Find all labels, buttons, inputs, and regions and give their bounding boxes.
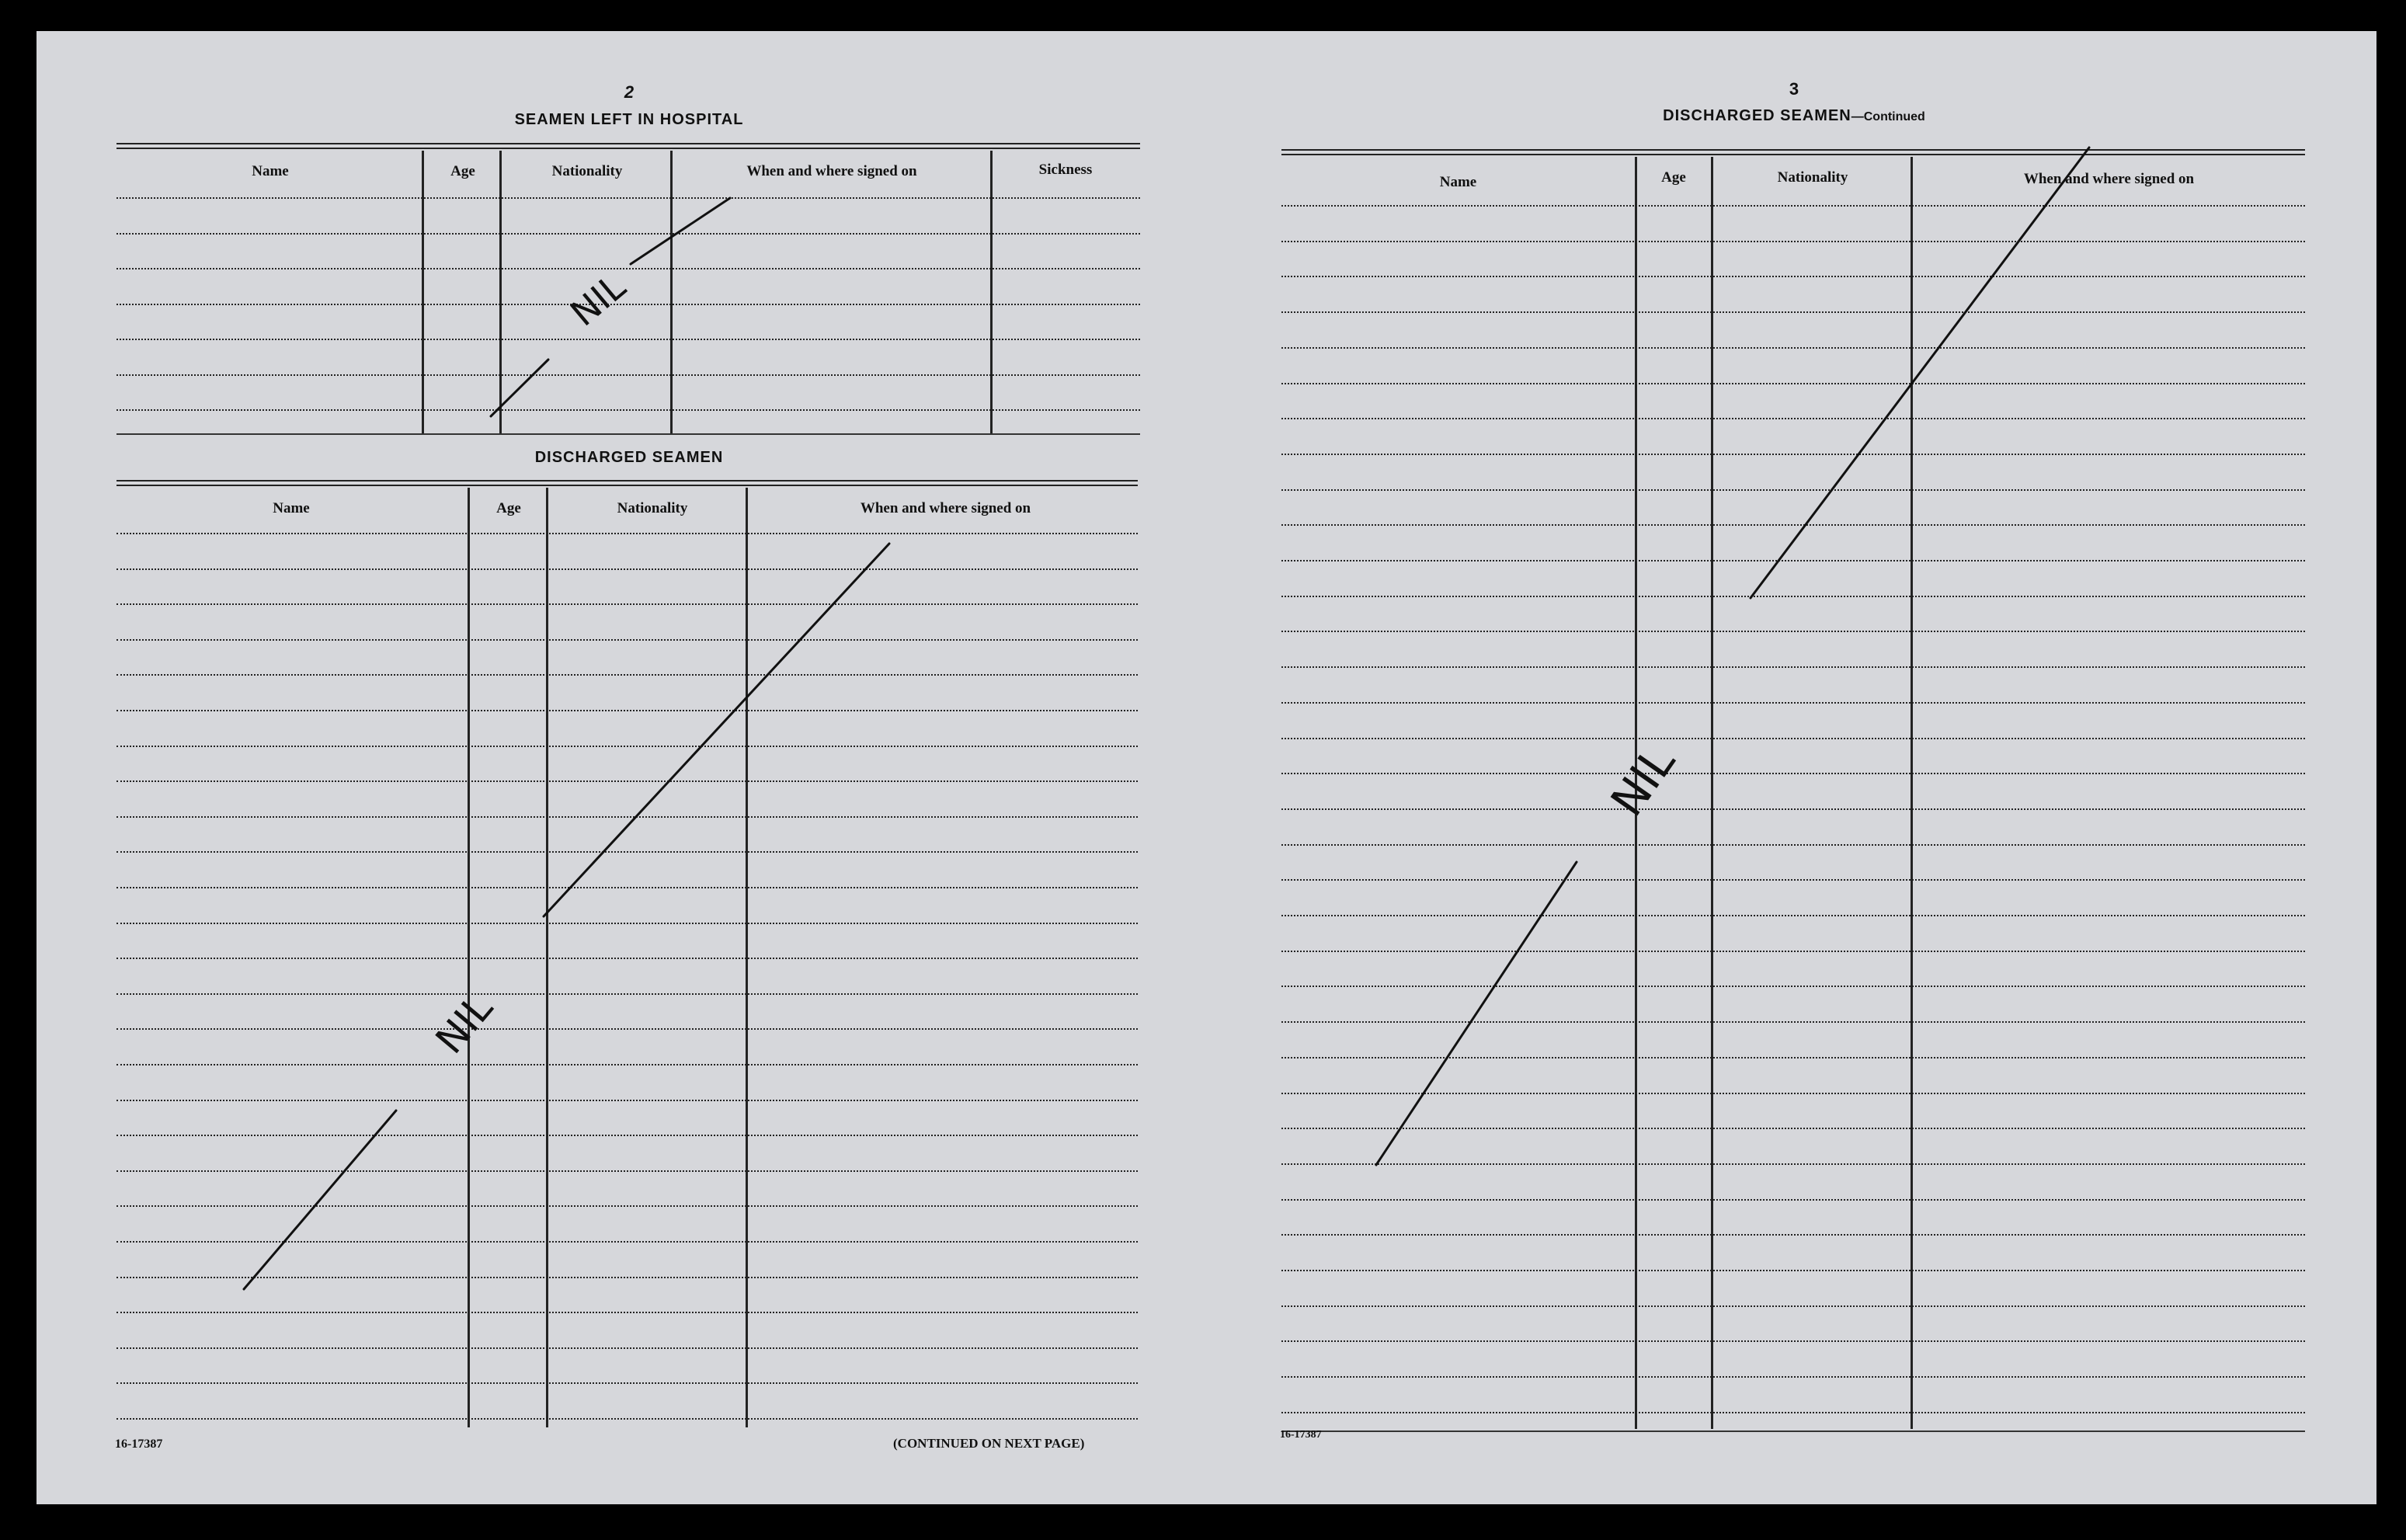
table-row <box>1281 1021 2305 1023</box>
hospital-col-name: Name <box>252 163 289 179</box>
table-row <box>1281 773 2305 774</box>
table-row <box>1281 489 2305 491</box>
table-row <box>1281 524 2305 526</box>
table-row <box>1281 241 2305 242</box>
hospital-col-sickness: Sickness <box>1038 162 1093 178</box>
table-row <box>116 197 1140 199</box>
table-row <box>116 603 1138 605</box>
right-title-suffix: —Continued <box>1851 110 1925 123</box>
discharged-col-age: Age <box>496 500 521 516</box>
table-row <box>1281 1376 2305 1378</box>
table-row <box>1281 631 2305 632</box>
table-row <box>116 374 1140 376</box>
table-row <box>116 851 1138 853</box>
table-row <box>1281 347 2305 349</box>
table-row <box>116 674 1138 676</box>
table-row <box>1281 383 2305 384</box>
left-page-number: 2 <box>624 82 635 102</box>
left-form-number: 16-17387 <box>115 1437 163 1451</box>
table-row <box>1281 205 2305 207</box>
discharged-section-title: DISCHARGED SEAMEN <box>534 449 724 466</box>
right-col-name: Name <box>1439 174 1477 190</box>
right-page-number: 3 <box>1789 79 1799 99</box>
table-row <box>116 816 1138 818</box>
table-row <box>1281 1057 2305 1059</box>
table-row <box>1281 1305 2305 1307</box>
table-row <box>1281 1163 2305 1165</box>
table-row <box>116 268 1140 269</box>
table-row <box>116 1170 1138 1172</box>
discharged-table-right <box>1281 149 2305 1435</box>
table-row <box>1281 1128 2305 1129</box>
table-row <box>116 1312 1138 1313</box>
discharged-table-left <box>116 480 1138 1431</box>
table-row <box>1281 986 2305 987</box>
right-col-signed-on: When and where signed on <box>2023 171 2195 187</box>
table-row <box>116 710 1138 711</box>
right-section-title <box>1592 107 1996 125</box>
table-row <box>116 1347 1138 1349</box>
table-row <box>116 1241 1138 1243</box>
table-row <box>1281 1340 2305 1342</box>
table-row <box>1281 738 2305 739</box>
table-row <box>116 1418 1138 1420</box>
svg-text:NIL: NIL <box>1600 735 1685 826</box>
table-row <box>1281 1270 2305 1271</box>
continued-note: (CONTINUED ON NEXT PAGE) <box>893 1436 1085 1451</box>
table-row <box>1281 276 2305 277</box>
table-row <box>1281 454 2305 455</box>
table-row <box>116 233 1140 235</box>
table-row <box>116 339 1140 340</box>
table-row <box>1281 879 2305 881</box>
right-col-nationality: Nationality <box>1777 169 1848 186</box>
right-title-main: DISCHARGED SEAMEN <box>1663 107 1851 124</box>
table-row <box>116 1100 1138 1101</box>
hospital-col-signed-on: When and where signed on <box>746 163 917 179</box>
table-row <box>116 568 1138 570</box>
table-row <box>116 1205 1138 1207</box>
hospital-table <box>116 143 1140 438</box>
table-row <box>1281 1199 2305 1201</box>
hospital-col-age: Age <box>450 163 475 179</box>
table-row <box>1281 666 2305 668</box>
table-row <box>1281 596 2305 597</box>
table-row <box>1281 560 2305 561</box>
right-col-age: Age <box>1661 169 1686 186</box>
table-row <box>116 304 1140 305</box>
discharged-col-name: Name <box>273 500 310 516</box>
table-row <box>1281 915 2305 916</box>
right-form-number: 16-17387 <box>1280 1429 1322 1441</box>
table-row <box>1281 844 2305 846</box>
table-row <box>116 1028 1138 1030</box>
table-row <box>116 746 1138 747</box>
table-row <box>116 923 1138 924</box>
svg-text:NIL: NIL <box>562 265 634 335</box>
table-row <box>116 887 1138 888</box>
table-row <box>1281 1234 2305 1236</box>
hospital-col-nationality: Nationality <box>551 163 623 179</box>
hospital-section-title: SEAMEN LEFT IN HOSPITAL <box>514 111 744 128</box>
svg-text:NIL: NIL <box>426 986 502 1062</box>
table-row <box>116 958 1138 959</box>
table-row <box>1281 951 2305 952</box>
table-row <box>116 533 1138 534</box>
table-row <box>116 1382 1138 1384</box>
table-row <box>116 409 1140 411</box>
table-row <box>116 780 1138 782</box>
table-row <box>116 1064 1138 1065</box>
table-row <box>1281 808 2305 810</box>
table-row <box>116 1135 1138 1136</box>
table-row <box>116 993 1138 995</box>
table-row <box>1281 418 2305 419</box>
table-row <box>1281 702 2305 704</box>
table-row <box>1281 1412 2305 1413</box>
discharged-col-nationality: Nationality <box>617 500 688 516</box>
discharged-col-signed-on: When and where signed on <box>860 500 1031 516</box>
table-row <box>1281 1093 2305 1094</box>
table-row <box>1281 311 2305 313</box>
table-row <box>116 1277 1138 1278</box>
table-row <box>116 639 1138 641</box>
